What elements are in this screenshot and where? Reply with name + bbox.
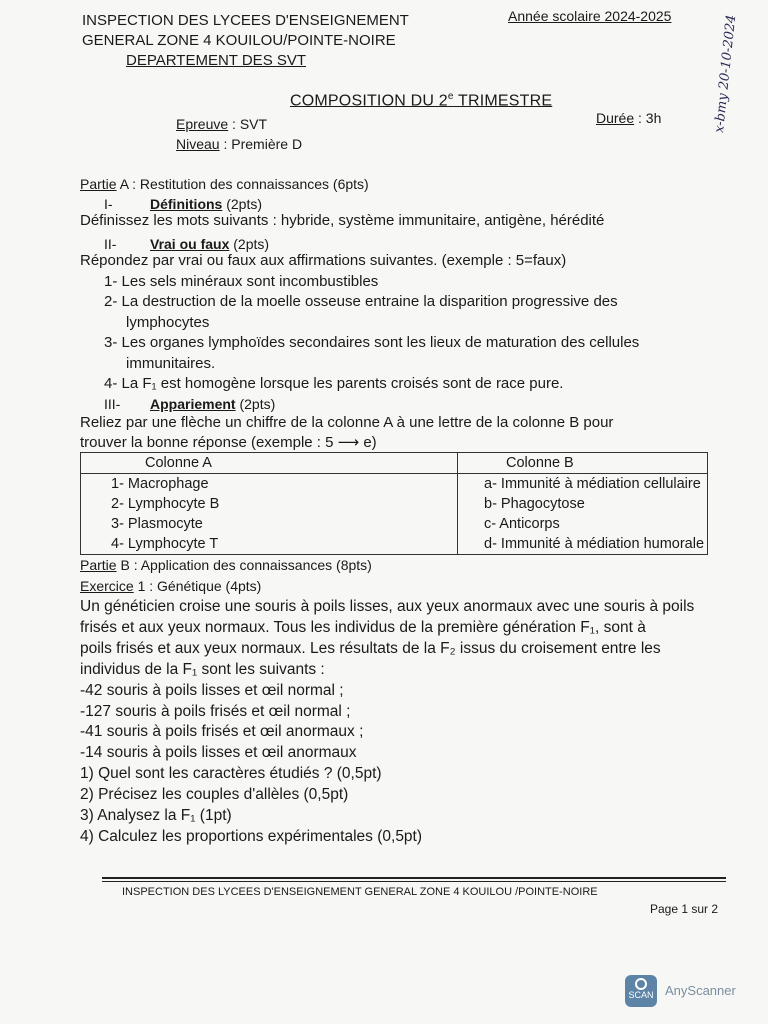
- footer-rule: [102, 881, 726, 882]
- vf-item: 1- Les sels minéraux sont incombustibles: [104, 273, 379, 290]
- column-a-cell: 4- Lymphocyte T: [81, 534, 458, 555]
- partB-label: Partie: [80, 557, 117, 573]
- partB-letter: B: [116, 557, 130, 573]
- section-1-heading: [104, 196, 262, 212]
- school-year: Année scolaire 2024-2025: [508, 8, 672, 24]
- column-b-cell: d- Immunité à médiation humorale: [484, 536, 705, 552]
- vf-item-continuation: lymphocytes: [126, 314, 210, 331]
- section-2-number: II-: [104, 236, 117, 252]
- scanner-logo-icon: [625, 975, 657, 1007]
- section-1-number: I-: [104, 196, 113, 212]
- header-department: DEPARTEMENT DES SVT: [126, 52, 307, 69]
- partB-heading: [80, 557, 372, 573]
- exam-title-end: TRIMESTRE: [453, 92, 553, 110]
- table-header-row: [81, 453, 708, 474]
- section-1-instruction: Définissez les mots suivants : hybride, système immunitaire, antigène, hérédité: [80, 212, 605, 229]
- section-1-points: (2pts): [222, 196, 263, 212]
- exercise-label: Exercice: [80, 578, 134, 594]
- table-row: [81, 514, 708, 534]
- section-3-number: III-: [104, 396, 121, 412]
- section-2-title: Vrai ou faux: [150, 236, 230, 252]
- exercise-line: -41 souris à poils frisés et œil anormaux ;: [80, 723, 364, 741]
- exercise-line: -14 souris à poils lisses et œil anormaux: [80, 744, 357, 762]
- section-1-title: Définitions: [150, 196, 223, 212]
- table-row: [81, 534, 708, 555]
- question-line: 3) Analysez la F₁ (1pt): [80, 807, 232, 825]
- exercise-line: frisés et aux yeux normaux. Tous les individus de la première génération F₁, sont à: [80, 618, 646, 636]
- question-line: 4) Calculez les proportions expérimentales (0,5pt): [80, 827, 423, 845]
- duree-value: : 3h: [634, 110, 662, 126]
- header-inspection-line1: INSPECTION DES LYCEES D'ENSEIGNEMENT: [82, 12, 409, 29]
- scanner-logo-text: SCAN: [628, 990, 654, 1000]
- exam-title-sup: e: [447, 91, 454, 102]
- exercise-line: -127 souris à poils frisés et œil normal ;: [80, 702, 351, 720]
- column-b-cell: c- Anticorps: [484, 516, 560, 532]
- partA-heading: [80, 176, 369, 192]
- exam-title-text: COMPOSITION DU 2: [290, 92, 448, 110]
- table-row: [81, 494, 708, 514]
- vf-item: 4- La F₁ est homogène lorsque les parents croisés sont de race pure.: [104, 375, 564, 392]
- vf-item-continuation: immunitaires.: [126, 355, 216, 372]
- matching-table: [80, 452, 708, 555]
- column-a-cell: 3- Plasmocyte: [81, 514, 458, 534]
- section-3-instruction-2: trouver la bonne réponse (exemple : 5 ⟶ e): [80, 434, 377, 451]
- handwritten-note: x-bmy 20-10-2024: [712, 14, 740, 134]
- question-line: 1) Quel sont les caractères étudiés ? (0,5pt): [80, 765, 382, 783]
- exercise-heading: [80, 578, 261, 594]
- column-a-cell: 1- Macrophage: [81, 474, 458, 495]
- section-3-instruction-1: Reliez par une flèche un chiffre de la colonne A à une lettre de la colonne B pour: [80, 414, 614, 431]
- section-3-points: (2pts): [235, 396, 276, 412]
- exam-title: [290, 91, 552, 110]
- duree-line: [596, 110, 661, 126]
- epreuve-value: : SVT: [228, 116, 268, 132]
- section-2-instruction: Répondez par vrai ou faux aux affirmations suivantes. (exemple : 5=faux): [80, 252, 567, 269]
- question-line: 2) Précisez les couples d'allèles (0,5pt): [80, 786, 349, 804]
- column-a-cell: 2- Lymphocyte B: [81, 494, 458, 514]
- section-3-heading: [104, 396, 275, 412]
- niveau-label: Niveau: [176, 136, 220, 152]
- partA-letter: A: [116, 176, 129, 192]
- table-row: [81, 474, 708, 495]
- section-2-points: (2pts): [229, 236, 270, 252]
- column-b-cell: a- Immunité à médiation cellulaire: [484, 476, 701, 492]
- column-b-header: Colonne B: [458, 453, 708, 474]
- partB-text: : Application des connaissances (8pts): [129, 557, 372, 573]
- footer-text: INSPECTION DES LYCEES D'ENSEIGNEMENT GENERAL ZONE 4 KOUILOU /POINTE-NOIRE: [122, 886, 598, 898]
- scanner-name: AnyScanner: [665, 983, 736, 998]
- exercise-line: individus de la F₁ sont les suivants :: [80, 660, 325, 678]
- niveau-line: [176, 136, 302, 152]
- footer-rule: [102, 877, 726, 879]
- epreuve-label: Epreuve: [176, 116, 229, 132]
- partA-label: Partie: [80, 176, 117, 192]
- vf-item: 3- Les organes lymphoïdes secondaires sont les lieux de maturation des cellules: [104, 334, 640, 351]
- page-number: Page 1 sur 2: [650, 902, 719, 916]
- section-2-heading: [104, 236, 269, 252]
- exercise-line: poils frisés et aux yeux normaux. Les résultats de la F₂ issus du croisement entre les: [80, 639, 661, 657]
- exercise-body: [80, 597, 694, 848]
- partA-text: : Restitution des connaissances (6pts): [128, 176, 369, 192]
- duree-label: Durée: [596, 110, 635, 126]
- exercise-line: Un généticien croise une souris à poils lisses, aux yeux anormaux avec une souris à poils: [80, 598, 695, 615]
- column-b-cell: b- Phagocytose: [484, 496, 585, 512]
- niveau-value: : Première D: [219, 136, 303, 152]
- exercise-text: 1 : Génétique (4pts): [133, 578, 262, 594]
- exercise-line: -42 souris à poils lisses et œil normal ;: [80, 681, 344, 699]
- section-3-title: Appariement: [150, 396, 236, 412]
- epreuve-line: [176, 116, 267, 132]
- column-a-header: Colonne A: [81, 453, 458, 474]
- header-inspection-line2: GENERAL ZONE 4 KOUILOU/POINTE-NOIRE: [82, 32, 396, 49]
- vf-item: 2- La destruction de la moelle osseuse entraine la disparition progressive des: [104, 293, 618, 310]
